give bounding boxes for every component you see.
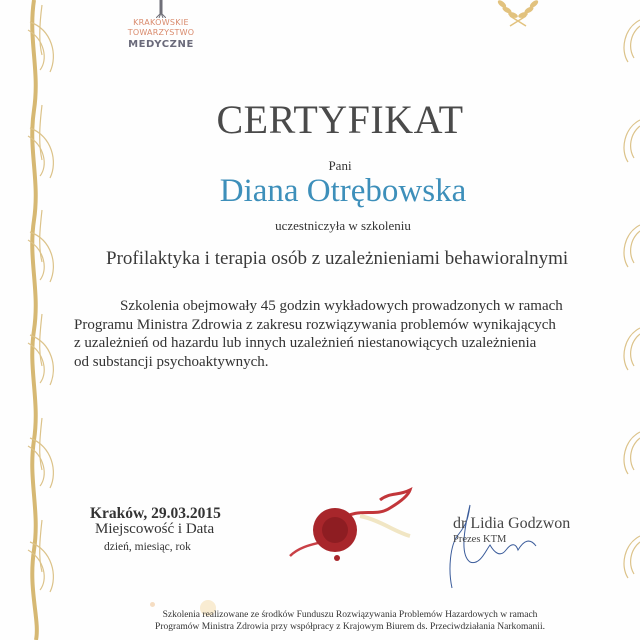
funding-footnote bbox=[0, 609, 640, 633]
footnote-line: Programów Ministra Zdrowia przy współpracy z Krajowym Biurem ds. Przeciwdziałania Narkomanii. bbox=[155, 622, 545, 632]
paper-stain bbox=[150, 602, 155, 607]
certificate-title: CERTYFIKAT bbox=[216, 97, 464, 142]
organization-logo bbox=[126, 0, 196, 56]
recipient-name: Diana Otrębowska bbox=[219, 173, 467, 209]
place-date-value: Kraków, 29.03.2015 bbox=[90, 505, 221, 522]
course-title: Profilaktyka i terapia osób z uzależnieniami behawioralnymi bbox=[106, 248, 569, 269]
description-line: z uzależnień od hazardu lub innych uzależnień niestanowiących uzależnienia bbox=[74, 335, 537, 351]
description-line: Programu Ministra Zdrowia z zakresu rozwiązywania problemów wynikających bbox=[74, 316, 556, 333]
signatory-title: Prezes KTM bbox=[453, 534, 507, 545]
description-line: Szkolenia obejmowały 45 godzin wykładowych prowadzonych w ramach bbox=[120, 298, 563, 314]
place-date-label: Miejscowość i Data bbox=[95, 521, 215, 537]
signatory-name: dr Lidia Godzwon bbox=[453, 515, 571, 532]
footnote-line: Szkolenia realizowane ze środków Funduszu Rozwiązywania Problemów Hazardowych w ramach bbox=[162, 610, 538, 620]
handwritten-signature bbox=[440, 500, 570, 590]
participation-text: uczestniczyła w szkoleniu bbox=[275, 218, 411, 233]
logo-line-1: KRAKOWSKIE bbox=[133, 18, 189, 27]
place-date-sublabel: dzień, miesiąc, rok bbox=[104, 541, 191, 553]
logo-line-2: TOWARZYSTWO bbox=[127, 28, 195, 37]
tree-icon bbox=[156, 0, 166, 18]
salutation: Pani bbox=[328, 158, 352, 173]
description-line: od substancji psychoaktywnych. bbox=[74, 353, 269, 370]
laurel-wreath-icon bbox=[488, 0, 548, 30]
logo-line-3: MEDYCZNE bbox=[128, 39, 194, 50]
wax-seal-with-ribbon-icon bbox=[280, 486, 450, 566]
description-paragraph bbox=[74, 297, 594, 371]
